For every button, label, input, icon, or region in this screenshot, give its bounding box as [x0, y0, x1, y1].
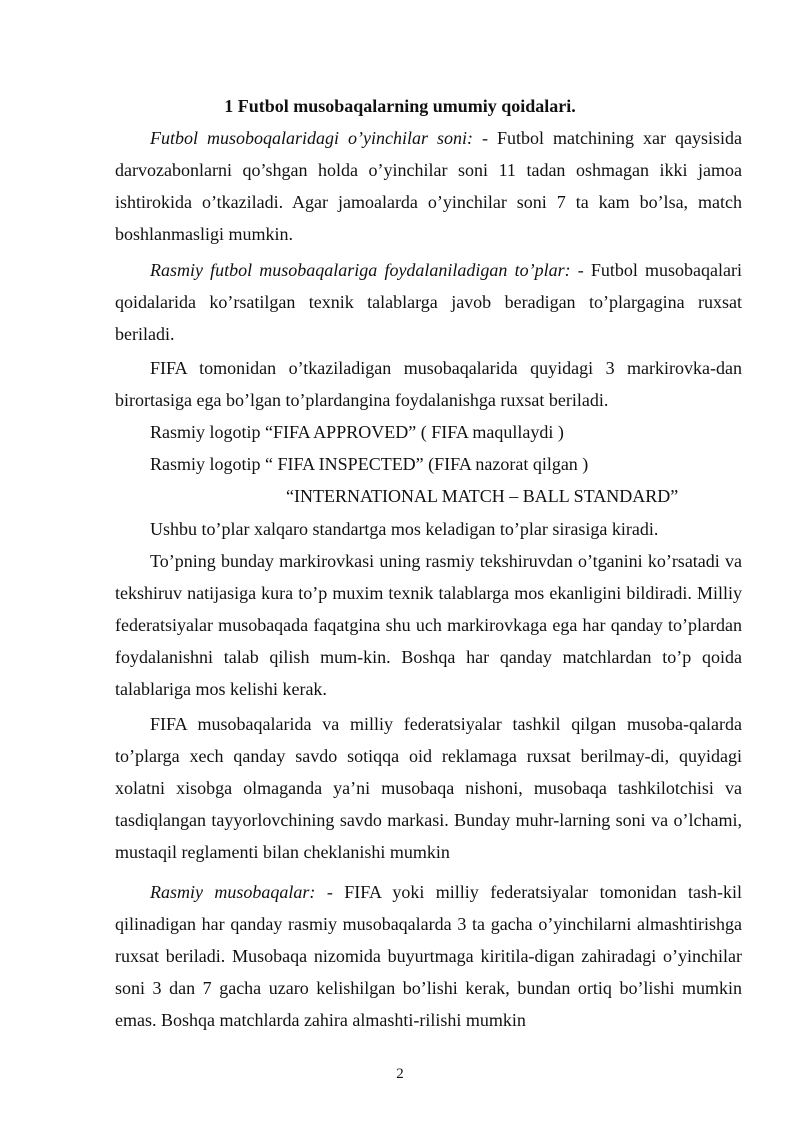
paragraph-marking-meaning: To’pning bunday markirovkasi uning rasmiy tekshiruvdan o’tganini ko’rsatadi va tekshiruv natijasiga kura to’p muxim texnik talablarga mos ekanligini bildiradi. Milliy federatsiyalar musobaqada faqatgina shu uch markirovkaga ega har qanday to’plardan foydalanishni talab qilish mum-kin. Boshqa har qanday matchlardan to’p qoida talablariga mos kelishi kerak. [115, 551, 742, 699]
paragraph-label: Futbol musoboqalaridagi o’yinchilar soni: [150, 128, 474, 148]
paragraph-text: - Futbol musobaqalari qoidalarida ko’rsatilgan texnik talablarga javob beradigan to’plargagina ruxsat beriladi. [115, 260, 742, 344]
paragraph-label: Rasmiy musobaqalar: [150, 882, 316, 902]
marking-line-inspected: Rasmiy logotip “ FIFA INSPECTED” (FIFA nazorat qilgan ) [150, 454, 589, 474]
paragraph-advertising: FIFA musobaqalarida va milliy federatsiyalar tashkil qilgan musoba-qalarda to’plarga xech qanday savdo sotiqqa oid reklamaga ruxsat berilmay-di, quyidagi xolatni xisobga olmaganda ya’ni musobaqa nishoni, musobaqa tashkilotchisi va tasdiqlangan tayyorlovchining savdo markasi. Bunday muhr-larning soni va o’lchami, mustaqil reglamenti bilan cheklanishi mumkin [115, 714, 742, 862]
marking-line-international: “INTERNATIONAL MATCH – BALL STANDARD” [286, 486, 679, 506]
paragraph-text: - Futbol matchining xar qaysisida darvozabonlarni qo’shgan holda o’yinchilar soni 11 tadan oshmagan ikki jamoa ishtirokida o’tkaziladi. Agar jamoalarda o’yinchilar soni 7 ta kam bo’lsa, match boshlanmasligi mumkin. [115, 128, 742, 244]
paragraph-players-count [115, 122, 742, 250]
paragraph-fifa-markings: FIFA tomonidan o’tkaziladigan musobaqalarida quyidagi 3 markirovka-dan birortasiga ega bo’lgan to’plardangina foydalanishga ruxsat beriladi. [115, 358, 742, 410]
paragraph-official-balls [115, 254, 742, 350]
marking-line-approved: Rasmiy logotip “FIFA APPROVED” ( FIFA maqullaydi ) [150, 422, 564, 442]
paragraph-text: - FIFA yoki milliy federatsiyalar tomonidan tash-kil qilinadigan har qanday rasmiy musobaqalarda 3 ta gacha o’yinchilarni almashtirishga ruxsat beriladi. Musobaqa nizomida buyurtmaga kiritila-digan zahiradagi o’yinchilar soni 3 dan 7 gacha uzaro kelishilgan bo’lishi kerak, bundan ortiq bo’lishi mumkin emas. Boshqa matchlarda zahira almashti-rilishi mumkin [115, 882, 742, 1030]
section-title: 1 Futbol musobaqalarning umumiy qoidalari. [224, 96, 576, 116]
statement-line-standard: Ushbu to’plar xalqaro standartga mos keladigan to’plar sirasiga kiradi. [150, 519, 659, 539]
paragraph-label: Rasmiy futbol musobaqalariga foydalaniladigan to’plar: [150, 260, 571, 280]
paragraph-official-competitions [115, 876, 742, 1036]
page-number: 2 [396, 1066, 404, 1082]
